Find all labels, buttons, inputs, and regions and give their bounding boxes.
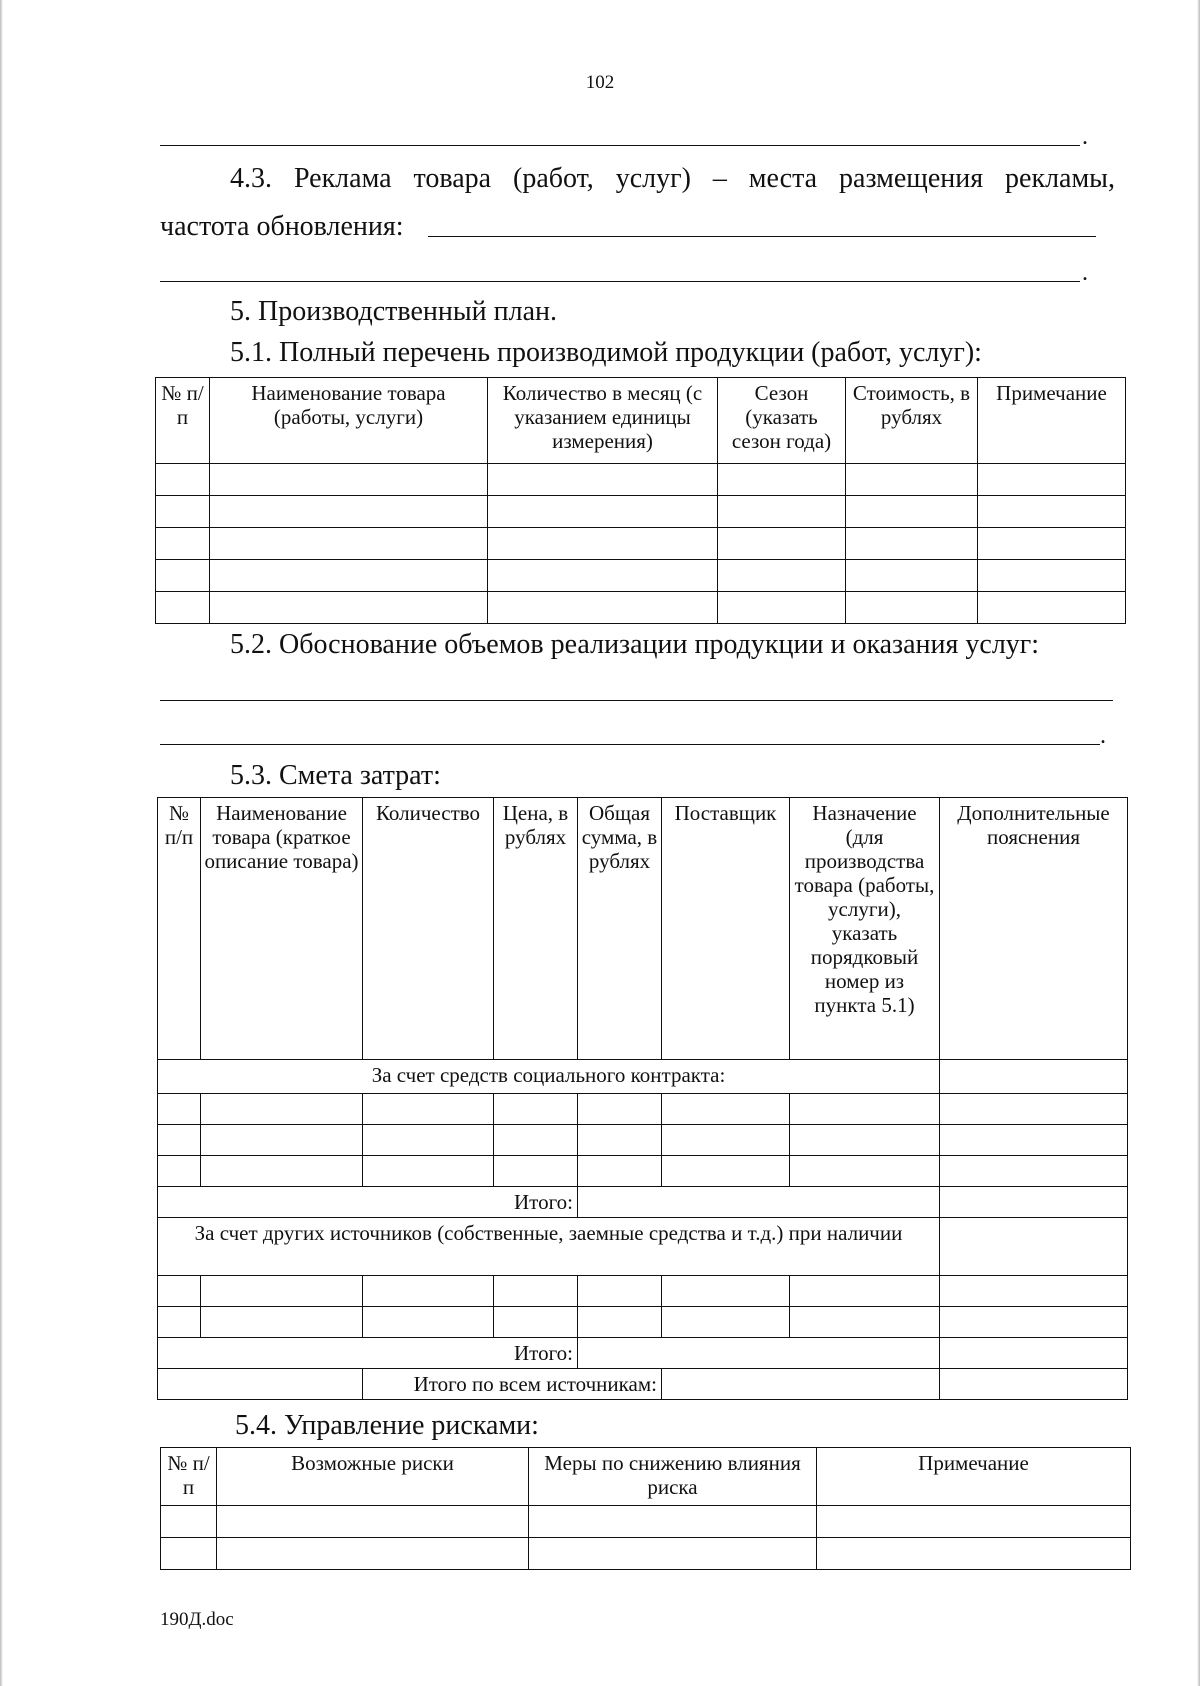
table-cell[interactable]: [718, 464, 846, 496]
table-row: [156, 496, 1126, 528]
subtotal-label: Итого:: [158, 1338, 578, 1369]
table-cell[interactable]: [978, 560, 1126, 592]
table-cell[interactable]: [790, 1156, 940, 1187]
table-cell[interactable]: [846, 464, 978, 496]
table-cell[interactable]: [161, 1506, 217, 1538]
table-cell[interactable]: [578, 1307, 662, 1338]
table-cell[interactable]: [662, 1307, 790, 1338]
table-cell[interactable]: [488, 464, 718, 496]
table-cell[interactable]: [158, 1307, 201, 1338]
table-cell[interactable]: [529, 1538, 817, 1570]
table-cell[interactable]: [210, 592, 488, 624]
table-cell[interactable]: [718, 496, 846, 528]
section-4-3-text: 4.3. Реклама товара (работ, услуг) – места размещения рекламы,: [230, 163, 1115, 194]
table-cell[interactable]: [578, 1125, 662, 1156]
table-cell[interactable]: [217, 1506, 529, 1538]
table-cell[interactable]: [662, 1094, 790, 1125]
scan-edge-left: [0, 0, 3, 1686]
table-cell[interactable]: [978, 592, 1126, 624]
subtotal-label: Итого:: [158, 1187, 578, 1218]
table-cell[interactable]: [578, 1187, 940, 1218]
table-cell[interactable]: [488, 528, 718, 560]
table-row: [161, 1538, 1131, 1570]
table-cell[interactable]: [662, 1125, 790, 1156]
grand-total-row: [158, 1369, 1128, 1400]
table-cell[interactable]: [940, 1276, 1128, 1307]
fill-line: [160, 744, 1100, 745]
subtotal-row: [158, 1187, 1128, 1218]
table-cell[interactable]: [217, 1538, 529, 1570]
table-cell[interactable]: [363, 1125, 494, 1156]
table-cell[interactable]: [578, 1156, 662, 1187]
table-cell[interactable]: [156, 496, 210, 528]
header-cell: Примечание: [817, 1448, 1131, 1506]
table-header-row: [156, 378, 1126, 464]
table-cell[interactable]: [494, 1094, 578, 1125]
header-cell: Назначение (для производства товара (работы, услуги), указать порядковый номер из пункта 5.1): [790, 798, 940, 1060]
table-cell[interactable]: [494, 1307, 578, 1338]
table-cell[interactable]: [156, 592, 210, 624]
section-row: [158, 1218, 1128, 1276]
table-cell[interactable]: [494, 1276, 578, 1307]
header-cell: Цена, в рублях: [494, 798, 578, 1060]
line-period: .: [1082, 260, 1088, 286]
header-cell: Количество в месяц (с указанием единицы измерения): [488, 378, 718, 464]
table-cell: [158, 1369, 363, 1400]
section-label-social: За счет средств социального контракта:: [158, 1060, 940, 1094]
table-cell[interactable]: [201, 1156, 363, 1187]
table-cell[interactable]: [578, 1094, 662, 1125]
header-cell: Поставщик: [662, 798, 790, 1060]
table-row: [156, 560, 1126, 592]
header-cell: Общая сумма, в рублях: [578, 798, 662, 1060]
table-row: [156, 592, 1126, 624]
table-cell[interactable]: [978, 464, 1126, 496]
table-cell[interactable]: [201, 1094, 363, 1125]
table-cell[interactable]: [978, 528, 1126, 560]
table-cell[interactable]: [718, 592, 846, 624]
section-4-3-text-cont: частота обновления:: [160, 211, 404, 242]
table-row: [161, 1506, 1131, 1538]
page-number: 102: [585, 72, 615, 93]
table-cell[interactable]: [662, 1369, 940, 1400]
table-row: [156, 528, 1126, 560]
table-cell[interactable]: [578, 1276, 662, 1307]
table-cell[interactable]: [161, 1538, 217, 1570]
section-5-3-title: 5.3. Смета затрат:: [230, 760, 441, 791]
table-cell[interactable]: [662, 1156, 790, 1187]
table-cell[interactable]: [718, 560, 846, 592]
table-cell[interactable]: [488, 592, 718, 624]
table-cell[interactable]: [210, 496, 488, 528]
table-cell[interactable]: [940, 1218, 1128, 1276]
header-cell: Наименование товара (работы, услуги): [210, 378, 488, 464]
table-cell[interactable]: [846, 496, 978, 528]
table-cell[interactable]: [940, 1338, 1128, 1369]
subtotal-row: [158, 1338, 1128, 1369]
line-period: .: [1100, 723, 1106, 749]
header-cell: Примечание: [978, 378, 1126, 464]
table-cell[interactable]: [156, 528, 210, 560]
table-cell[interactable]: [156, 464, 210, 496]
table-cell[interactable]: [940, 1369, 1128, 1400]
table-cell[interactable]: [158, 1276, 201, 1307]
risk-management-table: [160, 1447, 1131, 1570]
table-cell[interactable]: [363, 1276, 494, 1307]
table-cell[interactable]: [363, 1094, 494, 1125]
table-header-row: [161, 1448, 1131, 1506]
header-cell: Меры по снижению влияния риска: [529, 1448, 817, 1506]
header-cell: Наименование товара (краткое описание товара): [201, 798, 363, 1060]
table-cell[interactable]: [488, 560, 718, 592]
table-cell[interactable]: [940, 1094, 1128, 1125]
table-cell[interactable]: [790, 1125, 940, 1156]
table-cell[interactable]: [363, 1156, 494, 1187]
table-header-row: [158, 798, 1128, 1060]
line-period: .: [1082, 124, 1088, 150]
table-cell[interactable]: [817, 1538, 1131, 1570]
header-cell: Дополнительные пояснения: [940, 798, 1128, 1060]
table-cell[interactable]: [201, 1307, 363, 1338]
table-cell[interactable]: [790, 1094, 940, 1125]
header-cell: Количество: [363, 798, 494, 1060]
table-cell[interactable]: [363, 1307, 494, 1338]
section-5-4-title: 5.4. Управление рисками:: [235, 1410, 539, 1441]
fill-line: [428, 236, 1096, 237]
table-cell[interactable]: [201, 1125, 363, 1156]
table-row: [158, 1156, 1128, 1187]
table-cell[interactable]: [978, 496, 1126, 528]
table-cell[interactable]: [940, 1156, 1128, 1187]
table-cell[interactable]: [158, 1156, 201, 1187]
grand-total-label: Итого по всем источникам:: [363, 1369, 662, 1400]
header-cell: № п/п: [156, 378, 210, 464]
table-row: [158, 1094, 1128, 1125]
section-label-other: За счет других источников (собственные, заемные средства и т.д.) при наличии: [158, 1218, 940, 1276]
table-cell[interactable]: [529, 1506, 817, 1538]
cost-estimate-table: [157, 797, 1128, 1400]
table-cell[interactable]: [718, 528, 846, 560]
table-row: [158, 1307, 1128, 1338]
table-cell[interactable]: [846, 592, 978, 624]
table-cell[interactable]: [940, 1187, 1128, 1218]
table-cell[interactable]: [846, 528, 978, 560]
table-cell[interactable]: [201, 1276, 363, 1307]
table-cell[interactable]: [790, 1276, 940, 1307]
table-cell[interactable]: [488, 496, 718, 528]
section-5-2-title: 5.2. Обоснование объемов реализации продукции и оказания услуг:: [230, 629, 1040, 660]
fill-line: [160, 145, 1080, 146]
header-cell: № п/п: [161, 1448, 217, 1506]
table-cell[interactable]: [846, 560, 978, 592]
table-cell[interactable]: [210, 528, 488, 560]
fill-line: [160, 281, 1080, 282]
products-table: [155, 377, 1126, 624]
table-cell[interactable]: [158, 1125, 201, 1156]
table-cell[interactable]: [817, 1506, 1131, 1538]
table-cell[interactable]: [940, 1125, 1128, 1156]
section-5-title: 5. Производственный план.: [230, 296, 558, 327]
table-row: [158, 1276, 1128, 1307]
table-cell[interactable]: [578, 1338, 940, 1369]
fill-line: [160, 700, 1113, 701]
table-cell[interactable]: [940, 1307, 1128, 1338]
table-row: [158, 1125, 1128, 1156]
table-cell[interactable]: [494, 1156, 578, 1187]
section-5-1-title: 5.1. Полный перечень производимой продукции (работ, услуг):: [230, 337, 982, 368]
header-cell: № п/п: [158, 798, 201, 1060]
table-cell[interactable]: [210, 464, 488, 496]
table-cell[interactable]: [156, 560, 210, 592]
table-row: [156, 464, 1126, 496]
header-cell: Стоимость, в рублях: [846, 378, 978, 464]
table-cell[interactable]: [494, 1125, 578, 1156]
table-cell[interactable]: [210, 560, 488, 592]
table-cell[interactable]: [940, 1060, 1128, 1094]
table-cell[interactable]: [662, 1276, 790, 1307]
header-cell: Возможные риски: [217, 1448, 529, 1506]
table-cell[interactable]: [158, 1094, 201, 1125]
header-cell: Сезон (указать сезон года): [718, 378, 846, 464]
table-cell[interactable]: [790, 1307, 940, 1338]
footer-filename: 190Д.doc: [160, 1609, 234, 1630]
section-row: [158, 1060, 1128, 1094]
